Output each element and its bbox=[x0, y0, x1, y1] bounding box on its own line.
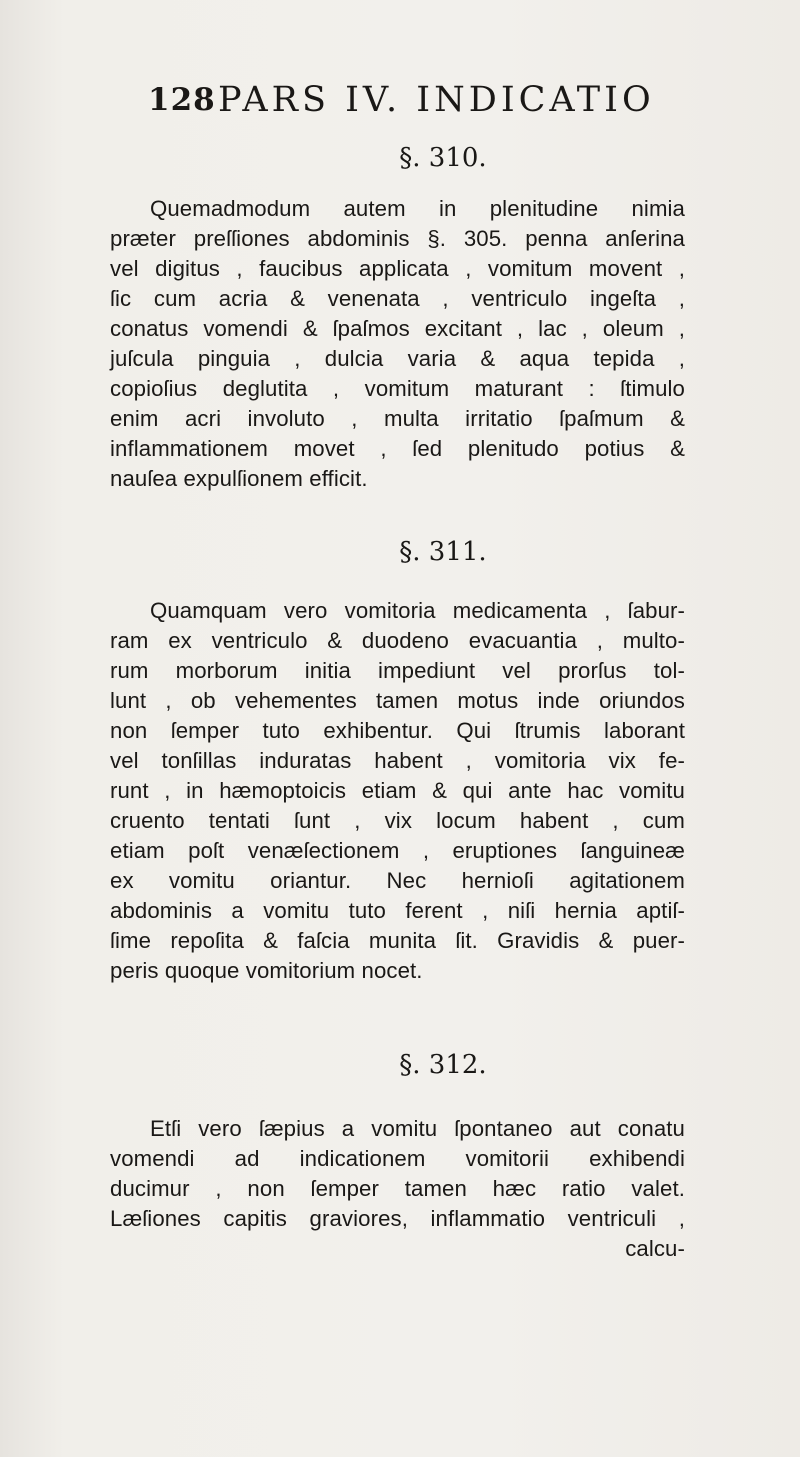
text-line: non ſemper tuto exhibentur. Qui ſtrumis laborant bbox=[110, 718, 685, 743]
text-line: copioſius deglutita , vomitum maturant : ſtimulo bbox=[110, 376, 685, 401]
page-header bbox=[148, 74, 708, 126]
text-line: præter preſſiones abdominis §. 305. penna anſerina bbox=[110, 226, 685, 251]
text-line: ducimur , non ſemper tamen hæc ratio valet. bbox=[110, 1176, 685, 1201]
text-line: Etſi vero ſæpius a vomitu ſpontaneo aut conatu bbox=[150, 1116, 685, 1141]
text-line: runt , in hæmoptoicis etiam & qui ante hac vomitu bbox=[110, 778, 685, 803]
text-line: etiam poſt venæſectionem , eruptiones ſanguineæ bbox=[110, 838, 685, 863]
text-line: inflammationem movet , ſed plenitudo potius & bbox=[110, 436, 685, 461]
text-line: lunt , ob vehementes tamen motus inde oriundos bbox=[110, 688, 685, 713]
text-line: ſic cum acria & venenata , ventriculo ingeſta , bbox=[110, 286, 685, 311]
text-line: peris quoque vomitorium nocet. bbox=[110, 958, 423, 983]
text-line: vel digitus , faucibus applicata , vomitum movent , bbox=[110, 256, 685, 281]
text-line: ſime repoſita & faſcia munita ſit. Gravidis & puer- bbox=[110, 928, 685, 953]
section-heading-310: §. 310. bbox=[399, 143, 487, 173]
text-line: vomendi ad indicationem vomitorii exhibendi bbox=[110, 1146, 685, 1171]
page-number: 128 bbox=[148, 82, 216, 118]
paragraph-312 bbox=[110, 1114, 685, 1264]
text-line: enim acri involuto , multa irritatio ſpaſmum & bbox=[110, 406, 685, 431]
text-line: nauſea expulſionem efficit. bbox=[110, 466, 368, 491]
text-line: Quemadmodum autem in plenitudine nimia bbox=[150, 196, 685, 221]
text-line: Quamquam vero vomitoria medicamenta , ſabur- bbox=[150, 598, 685, 623]
text-line: vel tonſillas induratas habent , vomitoria vix fe- bbox=[110, 748, 685, 773]
paragraph-311 bbox=[110, 596, 685, 986]
text-line: conatus vomendi & ſpaſmos excitant , lac , oleum , bbox=[110, 316, 685, 341]
paragraph-310 bbox=[110, 194, 685, 494]
text-line: ram ex ventriculo & duodeno evacuantia , multo- bbox=[110, 628, 685, 653]
section-heading-312: §. 312. bbox=[399, 1050, 487, 1080]
text-line: juſcula pinguia , dulcia varia & aqua tepida , bbox=[110, 346, 685, 371]
catchword: calcu- bbox=[625, 1236, 685, 1261]
running-title: PARS IV. INDICATIO bbox=[218, 80, 655, 120]
text-line: Læſiones capitis graviores, inflammatio ventriculi , bbox=[110, 1206, 685, 1231]
text-line: abdominis a vomitu tuto ferent , niſi hernia aptiſ- bbox=[110, 898, 685, 923]
text-line: rum morborum initia impediunt vel prorſus tol- bbox=[110, 658, 685, 683]
section-heading-311: §. 311. bbox=[399, 537, 487, 567]
text-line: cruento tentati ſunt , vix locum habent , cum bbox=[110, 808, 685, 833]
text-line: ex vomitu oriantur. Nec hernioſi agitationem bbox=[110, 868, 685, 893]
